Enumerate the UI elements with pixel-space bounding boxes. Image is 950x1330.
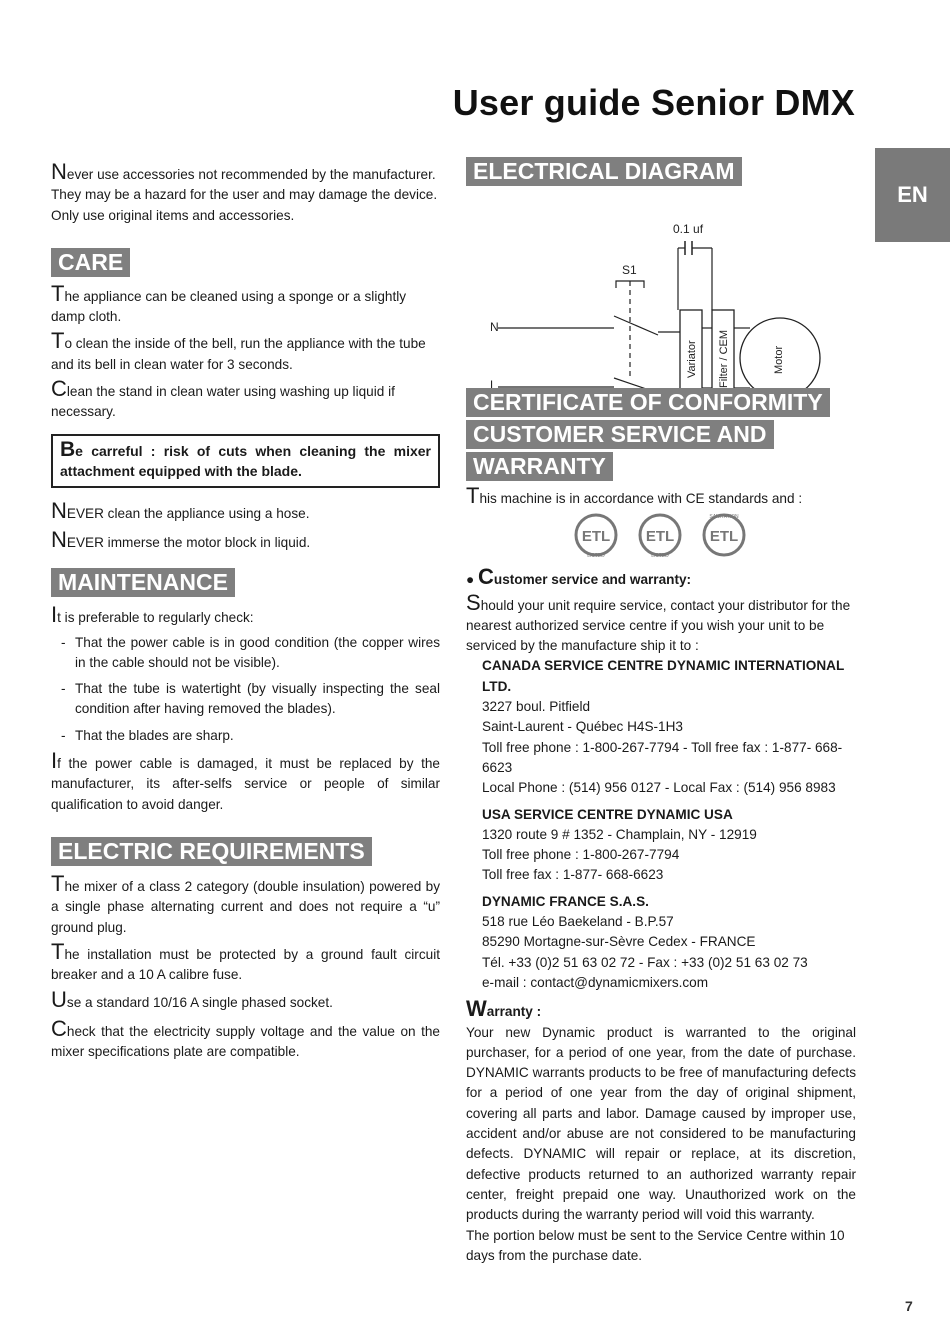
maintenance-item: - That the tube is watertight (by visually inspecting the seal condition after having removed the blades). (61, 681, 440, 717)
switch-label: S1 (622, 263, 637, 277)
usa-service-centre (466, 805, 856, 886)
electrical-diagram-heading: ELECTRICAL DIAGRAM (466, 157, 742, 186)
page-title: User guide Senior DMX (452, 82, 855, 123)
intro-paragraph: Never use accessories not recommended by the manufacturer. They may be a hazard for the user and may damage the device. Only use original items and accessories. (51, 159, 438, 223)
etl-marks (572, 513, 856, 559)
care-paragraph-3: Clean the stand in clean water using washing up liquid if necessary. (51, 376, 395, 420)
customer-service-heading: ● Customer service and warranty: (466, 564, 692, 590)
svg-text:ETL: ETL (645, 528, 675, 546)
address-line: 3227 boul. Pitfield (482, 699, 591, 715)
electric-requirements-heading: ELECTRIC REQUIREMENTS (51, 837, 372, 866)
address-line: 1320 route 9 # 1352 - Champlain, NY - 12919 (482, 826, 757, 842)
ce-statement: This machine is in accordance with CE standards and : (466, 483, 803, 508)
svg-text:LISTED: LISTED (587, 553, 605, 560)
address-line: Toll free phone : 1-800-267-7794 - Toll free fax : 1-877- 668-6623 (482, 739, 843, 775)
etl-c-us-listed-icon (636, 513, 686, 559)
electrical-diagram (466, 188, 856, 388)
bullet-dot-icon: ● (466, 572, 478, 588)
care-heading: CARE (51, 248, 130, 277)
capacitor-label: 0.1 uf (673, 222, 704, 236)
france-service-centre (466, 892, 856, 993)
motor-label: Motor (773, 345, 785, 374)
certificate-heading-line: CUSTOMER SERVICE AND (466, 420, 774, 449)
france-centre-name: DYNAMIC FRANCE S.A.S. (482, 893, 649, 909)
certificate-heading-line: WARRANTY (466, 452, 613, 481)
electric-paragraph-1: The mixer of a class 2 category (double insulation) powered by a single phase alternating current and does not require a “u” ground plug. (51, 870, 440, 935)
address-line: Tél. +33 (0)2 51 63 02 72 - Fax : +33 (0)2 51 63 02 73 (482, 954, 808, 970)
neutral-label: N (490, 320, 499, 334)
electric-paragraph-3: Use a standard 10/16 A single phased socket. (51, 987, 333, 1013)
variator-label: Variator (686, 340, 698, 378)
maintenance-intro: It is preferable to regularly check: (51, 602, 254, 628)
address-line: 518 rue Léo Baekeland - B.P.57 (482, 914, 674, 930)
warranty-paragraph: Your new Dynamic product is warranted to the original purchaser, for a period of one year, from the date of purchase. DYNAMIC warrants products to be free of manufacturing defects for a period of one year from the day of original shipment, covering all parts and labor. Damage caused by improper use, accident and/or abuse are not considered to be manufacturing defects. DYNAMIC will repair or replace, at its discretion, defective products returned to an authorized warranty repair center, freight prepaid one way. Unauthorized work on the products during the warranty period will void this warranty. (466, 1024, 856, 1223)
filter-cem-label: Filter / CEM (718, 329, 730, 388)
left-column (51, 159, 440, 1062)
svg-text:ETL: ETL (709, 528, 739, 546)
care-paragraph-2: To clean the inside of the bell, run the appliance with the tube and its bell in clean water for 3 seconds. (51, 328, 426, 372)
warranty-heading: Warranty : (466, 996, 542, 1022)
electric-paragraph-2: The installation must be protected by a ground fault circuit breaker and a 10 A calibre fuse. (51, 938, 440, 983)
page-number: 7 (905, 1298, 913, 1314)
usa-centre-name: USA SERVICE CENTRE DYNAMIC USA (482, 806, 733, 822)
care-paragraph-1: The appliance can be cleaned using a sponge or a slightly damp cloth. (51, 280, 407, 325)
maintenance-item: - That the blades are sharp. (61, 727, 234, 743)
address-line: e-mail : contact@dynamicmixers.com (482, 974, 709, 990)
never-hose-note: NEVER clean the appliance using a hose. (51, 497, 310, 523)
etl-sanitation-icon (700, 513, 750, 559)
cut-warning-box: Be carreful : risk of cuts when cleaning the mixer attachment equipped with the blade. (51, 434, 440, 488)
maintenance-heading: MAINTENANCE (51, 568, 235, 597)
electric-paragraph-4: Check that the electricity supply voltage and the value on the mixer specifications plate are compatible. (51, 1015, 440, 1060)
certificate-heading (466, 388, 856, 481)
address-line: Toll free phone : 1-800-267-7794 (482, 847, 680, 863)
address-line: Saint-Laurent - Québec H4S-1H3 (482, 719, 683, 735)
service-intro: Should your unit require service, contact your distributor for the nearest authorized service centre if you wish your unit to be serviced by the manufacture ship it to : (466, 589, 851, 654)
maintenance-item: - That the power cable is in good condition (the copper wires in the cable should not be visible). (61, 634, 440, 670)
maintenance-outro: If the power cable is damaged, it must be replaced by the manufacturer, its after-selfs service or people of similar qualification to avoid danger. (51, 748, 440, 812)
etl-listed-icon (572, 513, 622, 559)
certificate-heading-line: CERTIFICATE OF CONFORMITY (466, 388, 830, 417)
address-line: Toll free fax : 1-877- 668-6623 (482, 867, 664, 883)
svg-text:ETL: ETL (581, 528, 611, 546)
address-line: 85290 Mortagne-sur-Sèvre Cedex - FRANCE (482, 934, 756, 950)
warranty-note: The portion below must be sent to the Service Centre within 10 days from the purchase date. (466, 1227, 845, 1263)
address-line: Local Phone : (514) 956 0127 - Local Fax : (514) 956 8983 (482, 780, 836, 796)
svg-text:SANITATION: SANITATION (709, 514, 739, 521)
language-tab: EN (875, 148, 950, 242)
canada-service-centre (466, 656, 856, 798)
svg-text:LISTED: LISTED (651, 553, 669, 560)
canada-centre-name: CANADA SERVICE CENTRE DYNAMIC INTERNATIONAL LTD. (482, 658, 845, 694)
right-column (466, 157, 856, 1266)
line-label: L (490, 378, 497, 388)
never-immerse-note: NEVER immerse the motor block in liquid. (51, 526, 311, 552)
